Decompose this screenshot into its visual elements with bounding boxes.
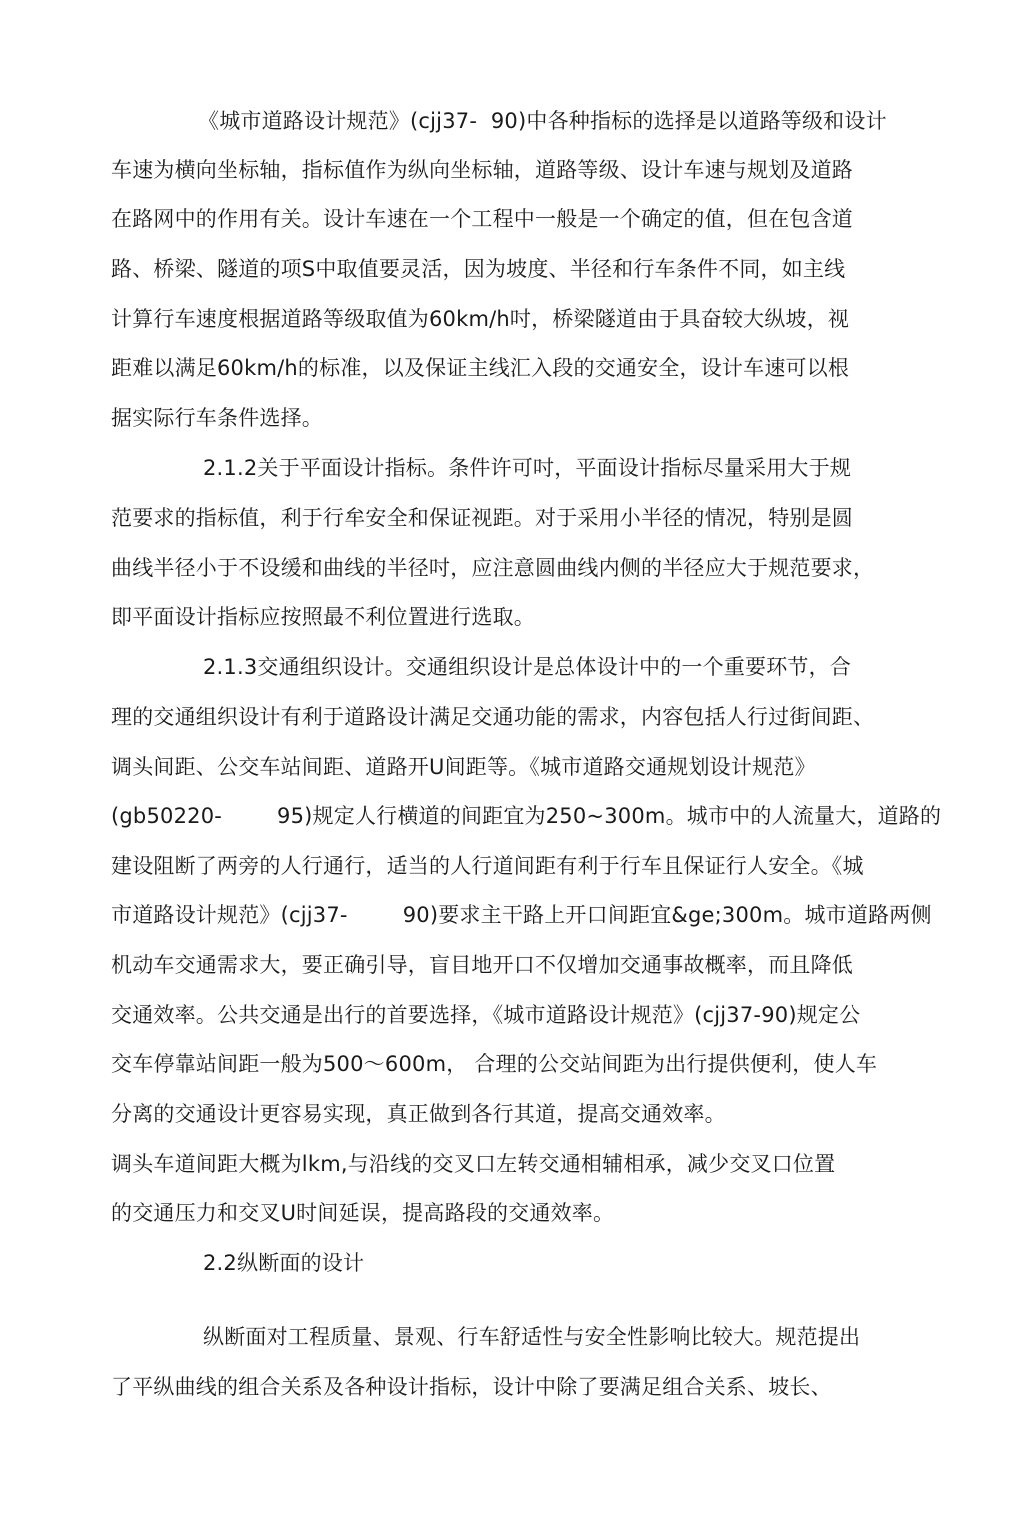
text-line-10: 曲线半径小于不设缓和曲线的半径吋，应注意圆曲线内侧的半径应大于规范要求， <box>111 556 875 580</box>
section-2-2-heading: 2.2纵断面的设计 <box>203 1251 365 1275</box>
text-line-17: 市道路设计规范》(cjj37- 90)要求主干路上开口间距宜&ge;300m。城市道路两侧 <box>111 903 932 927</box>
text-line-14: 调头间距、公交车站间距、道路开U间距等。《城市道路交通规划设计规范》 <box>111 755 816 779</box>
text-line-7: 据实际行车条件选择。 <box>111 406 323 430</box>
text-line-23: 的交通压力和交叉U时间延误，提高路段的交通效率。 <box>111 1201 615 1225</box>
text-line-4: 路、桥梁、隧道的项S中取值要灵活，因为坡度、半径和行车条件不同，如主线 <box>111 257 846 281</box>
text-line-21: 分离的交通设计更容易实现，真正做到各行其道，提高交通效率。 <box>111 1102 726 1126</box>
text-line-3: 在路网中的作用有关。设计车速在一个工程中一般是一个确定的值，但在包含道 <box>111 207 853 231</box>
section-2-1-3-heading-line: 2.1.3交通组织设计。交通组织设计是总体设计中的一个重要环节，合 <box>203 655 852 679</box>
text-line-18: 机动车交通需求大，要正确引导，盲目地开口不仅增加交通事故概率，而且降低 <box>111 953 853 977</box>
text-line-11: 即平面设计指标应按照最不利位置进行选取。 <box>111 605 535 629</box>
text-line-22: 调头车道间距大概为lkm,与沿线的交叉口左转交通相辅相承，减少交叉口位置 <box>111 1152 836 1176</box>
text-line-9: 范要求的指标值，利于行牟安全和保证视距。对于采用小半径的情况，特别是圆 <box>111 506 853 530</box>
text-line-20: 交车停靠站间距一般为500～600m， 合理的公交站间距为出行提供便利，使人车 <box>111 1052 878 1076</box>
section-2-1-2-heading-line: 2.1.2关于平面设计指标。条件许可吋，平面设计指标尽量采用大于规 <box>203 456 852 480</box>
text-line-26: 了平纵曲线的组合关系及各种设计指标，设计中除了要满足组合关系、坡长、 <box>111 1375 832 1399</box>
text-line-5: 计算行车速度根据道路等级取值为60km/h吋，桥梁隧道由于具奋较大纵坡，视 <box>111 307 850 331</box>
text-line-1: 《城市道路设计规范》(cjj37- 90)中各种指标的选择是以道路等级和设计 <box>198 109 887 133</box>
text-line-16: 建设阻断了两旁的人行通行，适当的人行道间距有利于行车且保证行人安全。《城 <box>111 854 864 878</box>
text-line-6: 距难以满足60km/h的标准，以及保证主线汇入段的交通安全，设计车速可以根 <box>111 356 850 380</box>
text-line-15: (gb50220- 95)规定人行横道的间距宜为250~300m。城市中的人流量大，道路的 <box>111 804 942 828</box>
text-line-19: 交通效率。公共交通是出行的首要选择，《城市道路设计规范》(cjj37-90)规定公 <box>111 1003 861 1027</box>
text-line-25: 纵断面对工程质量、景观、行车舒适性与安全性影响比较大。规范提出 <box>203 1325 861 1349</box>
text-line-13: 理的交通组织设计有利于道路设计满足交通功能的需求，内容包括人行过街间距、 <box>111 705 875 729</box>
text-line-2: 车速为横向坐标轴，指标值作为纵向坐标轴，道路等级、设计车速与规划及道路 <box>111 158 853 182</box>
